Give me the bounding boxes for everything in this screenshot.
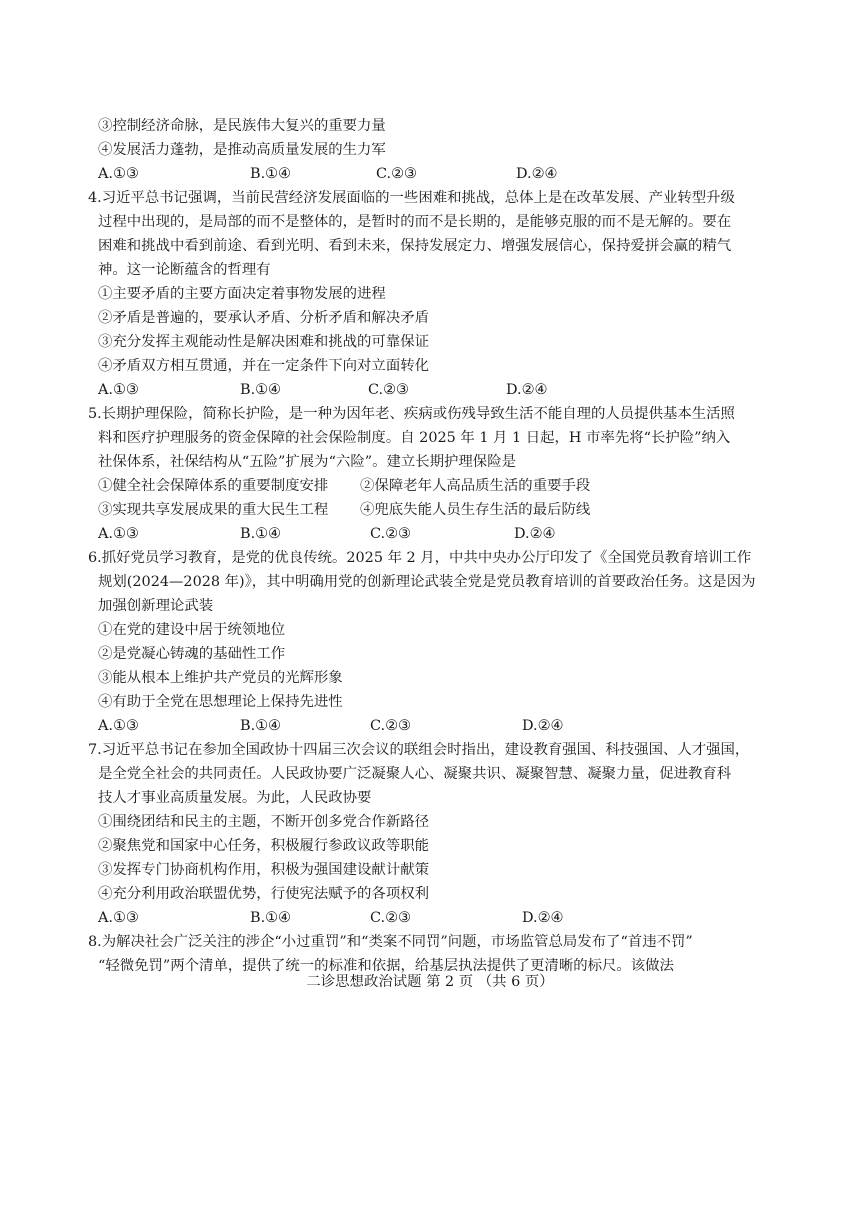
question-stem: 技人才事业高质量发展。为此，人民政协要	[98, 790, 372, 806]
choice-c[interactable]: C.②③	[376, 166, 417, 182]
choice-d[interactable]: D.②④	[506, 382, 548, 398]
questions-area	[88, 114, 788, 978]
question-5	[88, 402, 788, 546]
question-stem: 社保体系，社保结构从“五险”扩展为“六险”。建立长期护理保险是	[98, 454, 516, 470]
option-2: ②矛盾是普遍的，要承认矛盾、分析矛盾和解决矛盾	[98, 310, 429, 326]
option-2: ②是党凝心铸魂的基础性工作	[98, 646, 286, 662]
choice-a[interactable]: A.①③	[98, 382, 139, 398]
question-stem: 5.长期护理保险，简称长护险，是一种为因年老、疾病或伤残导致生活不能自理的人员提供基本生活照	[88, 406, 735, 422]
option-3: ③发挥专门协商机构作用，积极为强国建设献计献策	[98, 862, 429, 878]
choice-a[interactable]: A.①③	[98, 718, 139, 734]
choice-d[interactable]: D.②④	[514, 526, 556, 542]
choice-d[interactable]: D.②④	[522, 718, 564, 734]
option-1: ①健全社会保障体系的重要制度安排	[98, 478, 329, 494]
question-stem: 7.习近平总书记在参加全国政协十四届三次会议的联组会时指出，建设教育强国、科技强国、人才强国，	[88, 742, 750, 758]
choice-c[interactable]: C.②③	[370, 718, 411, 734]
choice-c[interactable]: C.②③	[370, 526, 411, 542]
answer-choices	[88, 906, 788, 930]
question-stem: 困难和挑战中看到前途、看到光明、看到未来，保持发展定力、增强发展信心，保持爱拼会赢的精气	[98, 238, 732, 254]
choice-d[interactable]: D.②④	[516, 166, 558, 182]
question-stem: 是全党全社会的共同责任。人民政协要广泛凝聚人心、凝聚共识、凝聚智慧、凝聚力量，促进教育科	[98, 766, 732, 782]
option-1: ①主要矛盾的主要方面决定着事物发展的进程	[98, 286, 386, 302]
option-4: ④兜底失能人员生存生活的最后防线	[360, 502, 591, 518]
choice-b[interactable]: B.①④	[250, 910, 291, 926]
answer-choices	[88, 162, 788, 186]
question-stem: 料和医疗护理服务的资金保障的社会保险制度。自 2025 年 1 月 1 日起，H 市率先将“长护险”纳入	[98, 430, 731, 446]
choice-a[interactable]: A.①③	[98, 166, 139, 182]
page-footer: 二诊思想政治试题 第 2 页 （共 6 页）	[306, 974, 554, 990]
option-3: ③实现共享发展成果的重大民生工程	[98, 502, 329, 518]
option-row	[88, 474, 788, 498]
question-stem: 4.习近平总书记强调，当前民营经济发展面临的一些困难和挑战，总体上是在改革发展、产业转型升级	[88, 190, 735, 206]
choice-d[interactable]: D.②④	[522, 910, 564, 926]
answer-choices	[88, 522, 788, 546]
question-stem: 规划(2024—2028 年)》，其中明确用党的创新理论武装全党是党员教育培训的首要政治任务。这是因为	[98, 574, 756, 590]
question-6	[88, 546, 788, 738]
option-3: ③能从根本上维护共产党员的光辉形象	[98, 670, 343, 686]
option-1: ①围绕团结和民主的主题，不断开创多党合作新路径	[98, 814, 429, 830]
question-stem: 加强创新理论武装	[98, 598, 214, 614]
choice-b[interactable]: B.①④	[240, 718, 281, 734]
option-4: ④充分利用政治联盟优势，行使宪法赋予的各项权利	[98, 886, 429, 902]
option-4: ④矛盾双方相互贯通，并在一定条件下向对立面转化	[98, 358, 429, 374]
question-stem: 神。这一论断蕴含的哲理有	[98, 262, 271, 278]
option-4: ④有助于全党在思想理论上保持先进性	[98, 694, 343, 710]
option-3: ③控制经济命脉，是民族伟大复兴的重要力量	[98, 118, 386, 134]
answer-choices	[88, 378, 788, 402]
choice-c[interactable]: C.②③	[370, 910, 411, 926]
choice-c[interactable]: C.②③	[368, 382, 409, 398]
choice-b[interactable]: B.①④	[240, 526, 281, 542]
choice-a[interactable]: A.①③	[98, 526, 139, 542]
option-2: ②保障老年人高品质生活的重要手段	[360, 478, 591, 494]
choice-b[interactable]: B.①④	[240, 382, 281, 398]
question-4	[88, 186, 788, 402]
question-stem: “轻微免罚”两个清单，提供了统一的标准和依据，给基层执法提供了更清晰的标尺。该做法	[98, 958, 674, 974]
option-1: ①在党的建设中居于统领地位	[98, 622, 286, 638]
question-stem: 8.为解决社会广泛关注的涉企“小过重罚”和“类案不同罚”问题，市场监管总局发布了“首违不罚”	[88, 934, 693, 950]
choice-a[interactable]: A.①③	[98, 910, 139, 926]
question-stem: 过程中出现的，是局部的而不是整体的，是暂时的而不是长期的，是能够克服的而不是无解的。要在	[98, 214, 732, 230]
question-stem: 6.抓好党员学习教育，是党的优良传统。2025 年 2 月，中共中央办公厅印发了《全国党员教育培训工作	[88, 550, 752, 566]
answer-choices	[88, 714, 788, 738]
question-7	[88, 738, 788, 930]
option-2: ②聚焦党和国家中心任务，积极履行参政议政等职能	[98, 838, 429, 854]
option-4: ④发展活力蓬勃，是推动高质量发展的生力军	[98, 142, 386, 158]
question-3	[88, 114, 788, 186]
option-3: ③充分发挥主观能动性是解决困难和挑战的可靠保证	[98, 334, 429, 350]
choice-b[interactable]: B.①④	[250, 166, 291, 182]
option-row	[88, 498, 788, 522]
